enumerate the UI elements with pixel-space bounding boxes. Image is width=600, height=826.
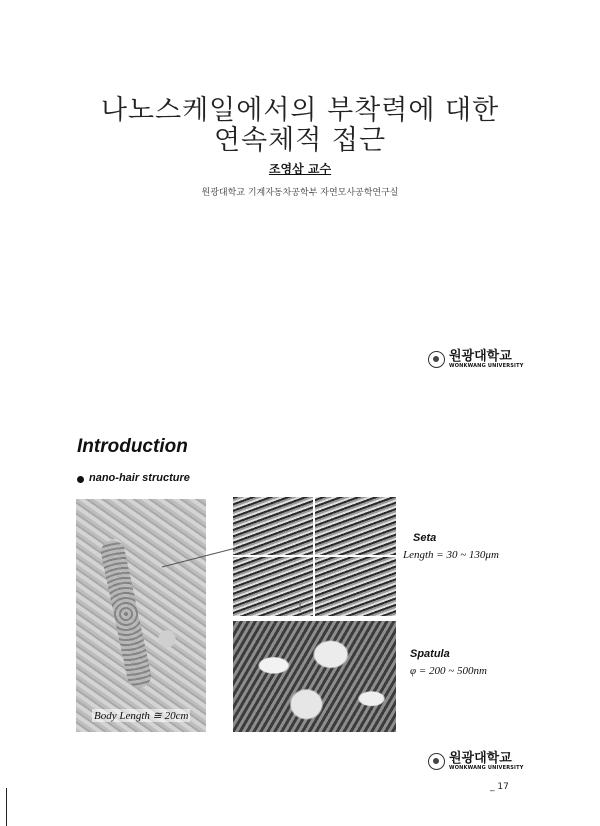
university-logo-footer <box>428 752 524 771</box>
connector-line <box>162 548 236 567</box>
author-text: 조영삼 교수 <box>268 162 332 176</box>
university-seal-icon <box>428 753 445 770</box>
title-line-2: 연속체적 접근 <box>213 125 387 156</box>
affiliation: 원광대학교 기계자동차공학부 자연모사공학연구실 <box>201 188 399 198</box>
page-number: _ 17 <box>490 782 509 792</box>
spatula-label: Spatula <box>410 648 450 660</box>
title-line-1: 나노스케일에서의 부착력에 대한 <box>100 95 500 126</box>
seta-label: Seta <box>413 532 437 544</box>
logo-english-name: WONKWANG UNIVERSITY <box>449 363 524 369</box>
body-length-caption: Body Length ≅ 20cm <box>94 710 189 722</box>
bullet-text: nano-hair structure <box>89 472 190 484</box>
logo-english-name: WONKWANG UNIVERSITY <box>449 765 524 771</box>
margin-mark <box>6 788 7 826</box>
section-heading: Introduction <box>77 436 188 457</box>
spatula-diameter-formula: φ = 200 ~ 500nm <box>410 665 487 677</box>
seta-length-formula: Length = 30 ~ 130μm <box>403 549 499 561</box>
logo-korean-name: 원광대학교 <box>449 751 512 766</box>
logo-korean-name: 원광대학교 <box>449 349 512 364</box>
